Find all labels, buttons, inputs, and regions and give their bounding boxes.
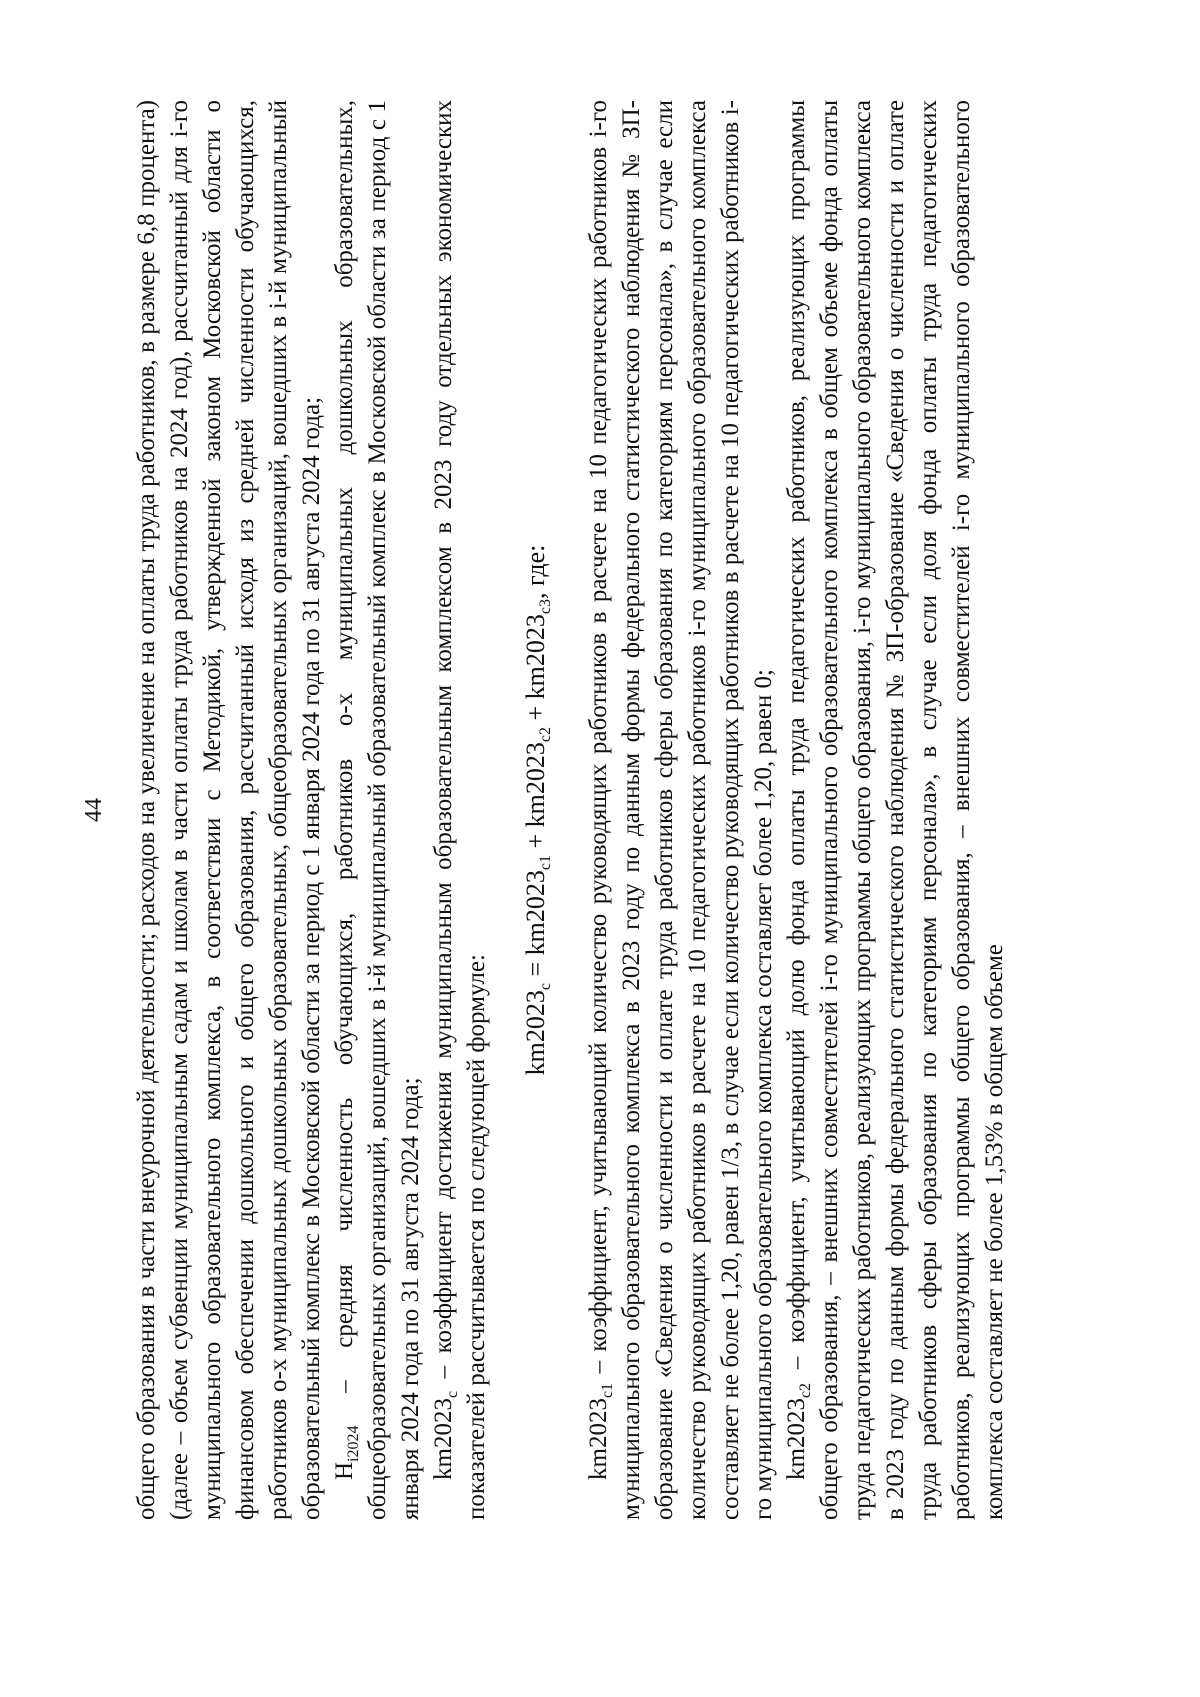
formula-lhs: km2023: [521, 990, 550, 1076]
paragraph-coefficient-c1-text: – коэффициент, учитывающий количество руководящих работников в расчете на 10 педагогических работников i-го муниципального образовательного комплекса в 2023 году по данным формы федерального статистического наблюдения № ЗП-образование «Сведения о численности и оплате труда работников сферы образования по категориям персонала», в случае если количество руководящих работников в расчете на 10 педагогических работников i-го муниципального образовательного комплекса составляет не более 1,20, равен 1/3, в случае если количество руководящих работников в расчете на 10 педагогических работников i-го муниципального образовательного комплекса составляет более 1,20, равен 0;: [585, 100, 777, 1520]
paragraph-subvention-definition: общего образования в части внеурочной деятельности; расходов на увеличение на оплаты труда работников, в размере 6,8 процента) (далее – объем субвенции муниципальным садам и школам в части оплаты труда работников на 2024 год), рассчитанный для i-го муниципального образовательного комплекса, в соответствии с Методикой, утвержденной законом Московской области о финансовом обеспечении дошкольного и общего образования, рассчитанный исходя из средней численности обучающихся, работников о-х муниципальных дошкольных образовательных, общеобразовательных организаций, вошедших в i-й муниципальный образовательный комплекс в Московской области за период с 1 января 2024 года по 31 августа 2024 года;: [133, 100, 325, 1520]
page-content: [81, 100, 1130, 1520]
formula-plus2: + km2023: [521, 614, 550, 728]
paragraph-coefficient-c2-text: – коэффициент, учитывающий долю фонда оплаты труда педагогических работников, реализующих программы общего образования, – внешних совместителей i-го муниципального образовательного комплекса в общем объеме фонда оплаты труда педагогических работников, реализующих программы общего образования, i-го муниципального образовательного комплекса в 2023 году по данным формы федерального статистического наблюдения № ЗП-образование «Сведения о численности и оплате труда работников сферы образования по категориям персонала», в случае если доля фонда оплаты труда педагогических работников, реализующих программы общего образования, – внешних совместителей i-го муниципального образовательного комплекса составляет не более 1,53% в общем объеме: [783, 100, 1008, 1520]
formula-term1-subscript: c1: [537, 855, 555, 871]
symbol-n: Н: [331, 1461, 358, 1480]
rotated-content-frame: [81, 100, 1130, 1520]
paragraph-coefficient-c2: [780, 100, 1011, 1520]
symbol-km-c2-subscript: c2: [797, 1382, 814, 1399]
formula-plus1: + km2023: [521, 742, 550, 856]
formula-term2-subscript: c2: [537, 727, 555, 743]
symbol-km-subscript: c: [444, 1390, 461, 1399]
symbol-km-c1-subscript: c1: [599, 1382, 616, 1399]
paragraph-average-headcount: [328, 100, 427, 1520]
formula-lhs-subscript: c: [537, 983, 555, 991]
symbol-km-c1: km2023: [585, 1398, 612, 1480]
page-number: 44: [81, 798, 107, 822]
paragraph-coefficient-intro: [427, 100, 493, 1520]
symbol-km-c2: km2023: [783, 1398, 810, 1480]
paragraph-average-headcount-text: – средняя численность обучающихся, работников о-х муниципальных дошкольных образовательных, общеобразовательных организаций, вошедших в i-й муниципальный образовательный комплекс в Московской области за период с 1 января 2024 года по 31 августа 2024 года;: [331, 100, 424, 1520]
formula-tail: , где:: [521, 544, 550, 600]
paragraph-coefficient-c1: [582, 100, 780, 1520]
formula-term3-subscript: c3: [537, 599, 555, 615]
text-block: [130, 100, 1011, 1520]
formula-eq: = km2023: [521, 870, 550, 984]
paragraph-coefficient-intro-text: – коэффициент достижения муниципальным образовательным комплексом в 2023 году отдельных экономических показателей рассчитывается по следующей формуле:: [430, 100, 490, 1520]
formula: [519, 100, 555, 1520]
symbol-n-subscript: i2024: [345, 1425, 362, 1462]
symbol-km: km2023: [430, 1398, 457, 1480]
